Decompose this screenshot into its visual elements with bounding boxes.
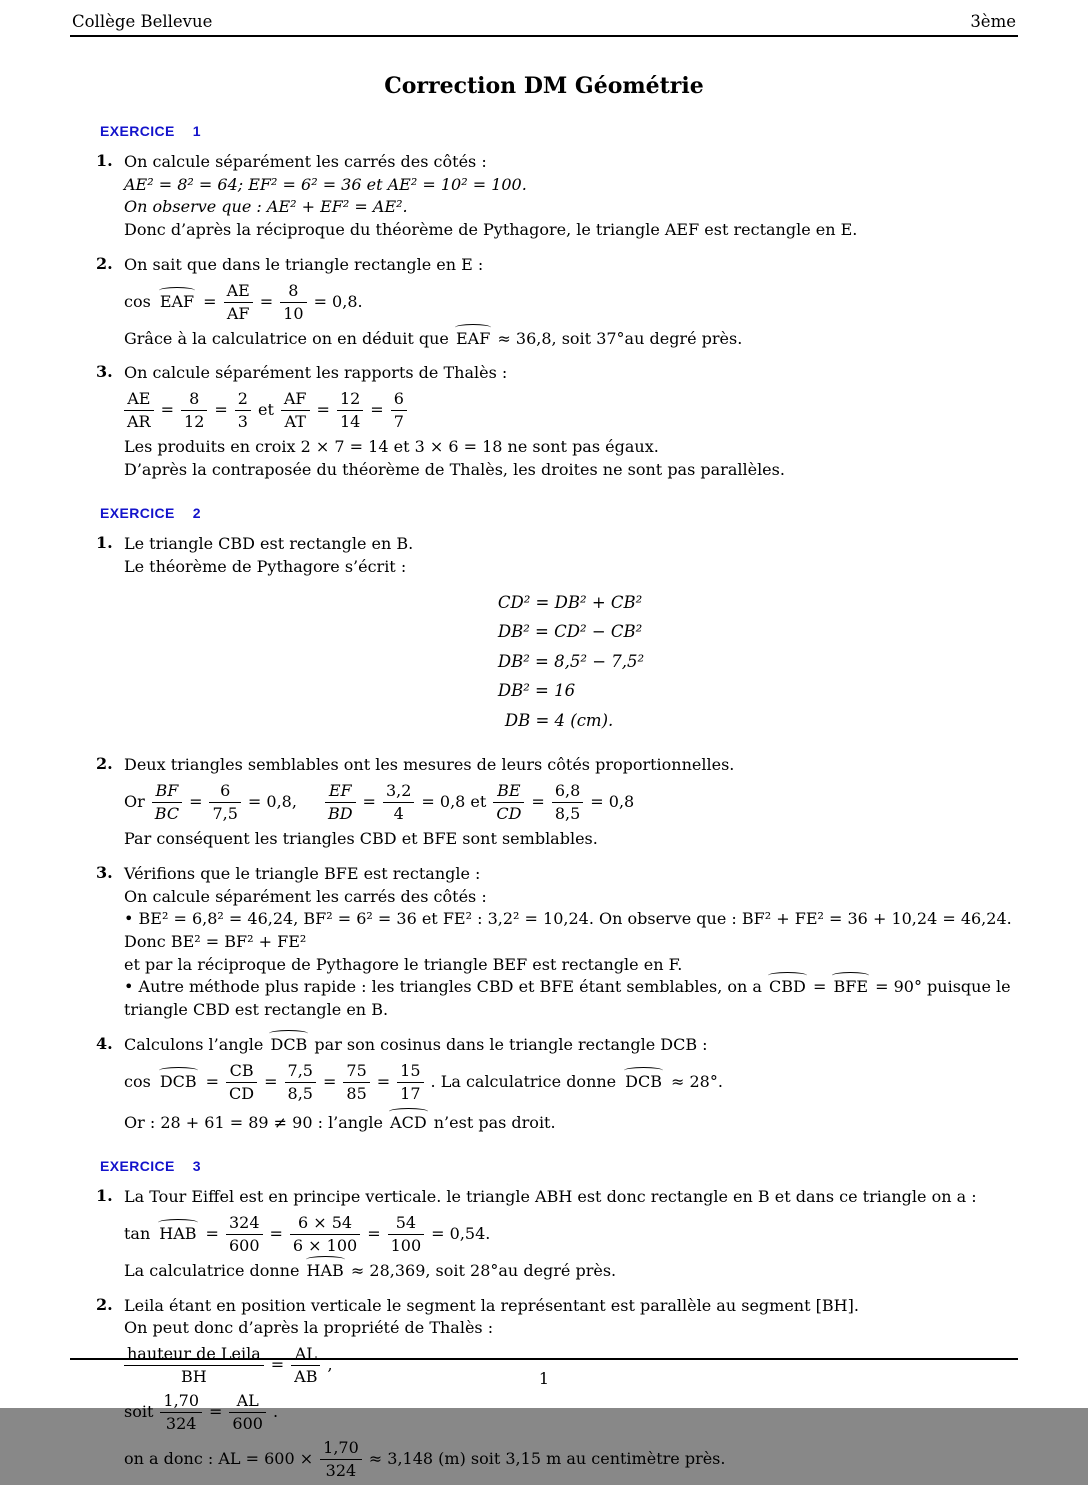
ex2-item-4: [70, 1034, 1018, 1134]
soit-word: soit: [124, 1402, 154, 1422]
ex1-i1-line1: On calcule séparément les carrés des côtés :: [124, 152, 487, 171]
exercise-label: EXERCICE: [100, 123, 175, 139]
equals-sign: =: [264, 1071, 278, 1091]
ex2-i3-line1: Vérifions que le triangle BFE est rectangle :: [124, 863, 481, 883]
item-marker: 3.: [96, 862, 113, 882]
ex1-i3-cross-products: Les produits en croix 2 × 7 = 14 et 3 × 6 = 18 ne sont pas égaux.: [124, 437, 659, 457]
ex2-item-2: [70, 754, 1018, 850]
ex2-i3-bullet2: [124, 976, 1018, 1021]
equals-sign: =: [322, 1071, 337, 1091]
text-run: . La calculatrice donne: [430, 1071, 617, 1091]
fraction-1,70-324: $\frac{1,70}{324}$: [320, 1438, 362, 1481]
ex2-i3-donc: Donc BE² = BF² + FE²: [124, 932, 307, 951]
ex1-i1-math: AE² = 8² = 64; EF² = 6² = 36 et AE² = 10² = 100.: [124, 174, 527, 194]
ex1-i1-conclusion: Donc d’après la réciproque du théorème de Pythagore, le triangle AEF est rectangle en E.: [124, 220, 858, 240]
fraction-15-17: $\frac{15}{17}$: [397, 1061, 423, 1104]
result-text: = 0,54.: [431, 1224, 491, 1244]
ex2-i4-line1: [124, 1034, 1018, 1057]
item-marker: 2.: [96, 1294, 113, 1314]
fraction-CB-CD: $\frac{CB}{CD}$: [226, 1061, 257, 1104]
result-text: ≈ 28°.: [670, 1071, 723, 1091]
equals-sign: =: [205, 1224, 219, 1244]
ex2-i4-cos-formula: [124, 1061, 1018, 1104]
equals-sign: =: [316, 400, 330, 420]
fraction-AL-AB: $\frac{AL}{AB}$: [291, 1344, 320, 1387]
result-text: = 0,8 et: [421, 792, 487, 812]
equals-sign: =: [376, 1071, 391, 1091]
header-school: Collège Bellevue: [72, 12, 213, 31]
ex3-i1-calc: [124, 1260, 1018, 1283]
fraction-AE-AF: $\frac{AE}{AF}$: [224, 281, 253, 324]
equation-line: DB = 4 (cm).: [504, 710, 614, 730]
fraction-1,70-324: $\frac{1,70}{324}$: [160, 1391, 202, 1434]
page-header: [70, 0, 1018, 37]
exercise-label: EXERCICE: [100, 1158, 175, 1175]
ex3-item-2: [70, 1295, 1018, 1485]
exercise-label: EXERCICE: [100, 505, 175, 522]
fraction-AE-AR: $\frac{AE}{AR}$: [124, 389, 154, 432]
exercise-2-heading: [70, 505, 1018, 521]
text-run: = 90° puisque le triangle CBD est rectangle en B.: [124, 977, 1011, 1020]
ex2-item-3: [70, 863, 1018, 1022]
equation-line: DB² = 8,5² − 7,5²: [497, 651, 645, 671]
angle-EAF-hat: EAF: [454, 328, 492, 351]
result-text: = 0,8,: [247, 792, 297, 812]
ex3-i1-tan-formula: [124, 1213, 1018, 1256]
exercise-1-heading: [70, 123, 1018, 139]
punctuation: .: [272, 1402, 279, 1422]
fraction-3,2-4: $\frac{3,2}{4}$: [383, 781, 414, 824]
angle-DCB-hat: DCB: [623, 1071, 664, 1094]
equals-sign: =: [209, 1402, 223, 1422]
fraction-6,8-8,5: $\frac{6,8}{8,5}$: [552, 781, 583, 824]
equals-sign: =: [189, 792, 203, 812]
fraction-AL-600: $\frac{AL}{600}$: [229, 1391, 266, 1434]
equals-sign: =: [205, 1071, 220, 1091]
ex1-i3-conclusion: D’après la contraposée du théorème de Thalès, les droites ne sont pas parallèles.: [124, 459, 785, 479]
fraction-6x54-6x100: $\frac{6 \times 54}{6 \times 100}$: [290, 1213, 360, 1256]
cos-operator: cos: [124, 291, 151, 311]
ex1-i3-ratios: [124, 389, 1018, 432]
ex1-i1-observe: On observe que : AE² + EF² = AE².: [124, 197, 408, 217]
angle-DCB-hat: DCB: [268, 1034, 309, 1057]
equation-line: DB² = CD² − CB²: [497, 622, 643, 642]
text-run: Grâce à la calculatrice on en déduit que: [124, 328, 449, 348]
text-run: ≈ 3,148 (m) soit 3,15 m au centimètre près.: [368, 1449, 726, 1469]
ex2-i1-line2: Le théorème de Pythagore s’écrit :: [124, 557, 407, 577]
item-marker: 3.: [96, 362, 113, 382]
angle-DCB-hat: DCB: [158, 1071, 199, 1094]
ex1-i2-cos-formula: [124, 281, 1018, 324]
equation-line: CD² = DB² + CB²: [497, 592, 643, 612]
item-marker: 1.: [96, 1186, 113, 1206]
exercise-number: 2: [192, 505, 201, 522]
or-word: Or: [124, 792, 145, 812]
equals-sign: =: [214, 400, 228, 420]
item-marker: 1.: [96, 151, 113, 170]
angle-EAF-hat: EAF: [158, 291, 196, 314]
equals-sign: =: [367, 1224, 381, 1244]
ex1-item-1: [70, 151, 1018, 242]
page-footer: [70, 1358, 1018, 1388]
result-text: = 0,8.: [313, 291, 363, 311]
page-number: 1: [538, 1369, 550, 1388]
text-run: Or : 28 + 61 = 89 ≠ 90 : l’angle: [124, 1112, 383, 1132]
fraction-54-100: $\frac{54}{100}$: [388, 1213, 425, 1256]
item-marker: 4.: [96, 1033, 113, 1053]
fraction-hauteur-BH: $\frac{\text{hauteur de Leila}}{BH}$: [124, 1344, 264, 1387]
text-run: n’est pas droit.: [433, 1112, 556, 1132]
fraction-EF-BD: $\frac{EF}{BD}$: [325, 781, 356, 824]
ex1-item-2: [70, 254, 1018, 350]
ex2-pythagore-equations: [497, 592, 645, 730]
fraction-BF-BC: $\frac{BF}{BC}$: [152, 781, 182, 824]
equals-sign: =: [203, 291, 217, 311]
ex2-item-1: [70, 533, 1018, 742]
ex3-i2-line1: Leila étant en position verticale le segment la représentant est parallèle au segment [BH].: [124, 1295, 859, 1315]
exercise-number: 3: [192, 1158, 201, 1175]
fraction-AF-AT: $\frac{AF}{AT}$: [281, 389, 310, 432]
ex1-i2-line1: On sait que dans le triangle rectangle en E :: [124, 254, 484, 274]
equals-sign: =: [270, 1355, 285, 1375]
text-run: ≈ 36,8, soit 37°au degré près.: [497, 328, 743, 348]
equals-sign: =: [259, 291, 274, 311]
angle-BFE-hat: BFE: [831, 976, 870, 999]
ex1-i2-calc: [124, 328, 1018, 351]
ex2-i1-line1: Le triangle CBD est rectangle en B.: [124, 534, 414, 554]
equals-sign: =: [269, 1224, 283, 1244]
ex2-i3-bullet1: • BE² = 6,8² = 46,24, BF² = 6² = 36 et FE² : 3,2² = 10,24. On observe que : BF² + FE² = 36 + 10,24 = 46,24.: [124, 909, 1012, 929]
text-run: Calculons l’angle: [124, 1034, 264, 1054]
fraction-12-14: $\frac{12}{14}$: [337, 389, 363, 432]
result-text: = 0,8: [590, 792, 635, 812]
equals-sign: =: [160, 400, 175, 420]
equation-line: DB² = 16: [497, 681, 576, 701]
fraction-6-7: $\frac{6}{7}$: [391, 389, 407, 432]
fraction-8-12: $\frac{8}{12}$: [181, 389, 207, 432]
item-marker: 2.: [96, 754, 113, 774]
exercise-3-heading: [70, 1158, 1018, 1174]
ex2-i4-or-line: [124, 1112, 1018, 1135]
angle-ACD-hat: ACD: [388, 1112, 429, 1135]
item-marker: 2.: [96, 253, 113, 273]
fraction-BE-CD: $\frac{BE}{CD}$: [493, 781, 524, 824]
ex3-i2-soit-line: [124, 1391, 1018, 1434]
ex1-item-3: [70, 362, 1018, 481]
punctuation: ,: [327, 1355, 333, 1375]
page-title: Correction DM Géométrie: [384, 73, 704, 99]
fraction-75-85: $\frac{75}{85}$: [343, 1061, 369, 1104]
et-connector: et: [257, 400, 274, 420]
angle-HAB-hat: HAB: [305, 1260, 346, 1283]
ex2-i3-line2: On calcule séparément les carrés des côtés :: [124, 886, 487, 906]
equals-sign: =: [812, 977, 827, 997]
ex3-i2-result-line: [124, 1438, 1018, 1481]
text-run: ≈ 28,369, soit 28°au degré près.: [350, 1261, 617, 1281]
text-run: par son cosinus dans le triangle rectangle DCB :: [314, 1034, 708, 1054]
fraction-6-7,5: $\frac{6}{7,5}$: [209, 781, 240, 824]
tan-operator: tan: [124, 1224, 151, 1244]
header-grade: 3ème: [970, 12, 1016, 31]
ex2-i3-reciproque: et par la réciproque de Pythagore le triangle BEF est rectangle en F.: [124, 954, 683, 974]
ex2-i2-conclusion: Par conséquent les triangles CBD et BFE sont semblables.: [124, 829, 598, 849]
ex2-i2-line1: Deux triangles semblables ont les mesures de leurs côtés proportionnelles.: [124, 755, 735, 775]
angle-HAB-hat: HAB: [157, 1223, 198, 1246]
fraction-7,5-8,5: $\frac{7,5}{8,5}$: [285, 1061, 316, 1104]
text-run: • Autre méthode plus rapide : les triangles CBD et BFE étant semblables, on a: [124, 977, 762, 997]
ex1-i3-line1: On calcule séparément les rapports de Thalès :: [124, 363, 508, 383]
fraction-2-3: $\frac{2}{3}$: [235, 389, 251, 432]
equals-sign: =: [370, 400, 384, 420]
ex2-i2-ratios: [124, 781, 1018, 824]
angle-CBD-hat: CBD: [767, 976, 808, 999]
exercise-number: 1: [192, 123, 201, 139]
item-marker: 1.: [96, 533, 113, 553]
ex3-i2-line2: On peut donc d’après la propriété de Thalès :: [124, 1318, 494, 1338]
text-run: La calculatrice donne: [124, 1261, 300, 1281]
text-run: on a donc : AL = 600 ×: [124, 1449, 314, 1469]
ex3-item-1: [70, 1186, 1018, 1282]
fraction-8-10: $\frac{8}{10}$: [280, 281, 306, 324]
equals-sign: =: [362, 792, 376, 812]
ex3-i1-line1: La Tour Eiffel est en principe verticale. le triangle ABH est donc rectangle en B et dans ce triangle on a :: [124, 1187, 977, 1207]
fraction-324-600: $\frac{324}{600}$: [226, 1213, 263, 1256]
equals-sign: =: [531, 792, 545, 812]
cos-operator: cos: [124, 1071, 151, 1091]
